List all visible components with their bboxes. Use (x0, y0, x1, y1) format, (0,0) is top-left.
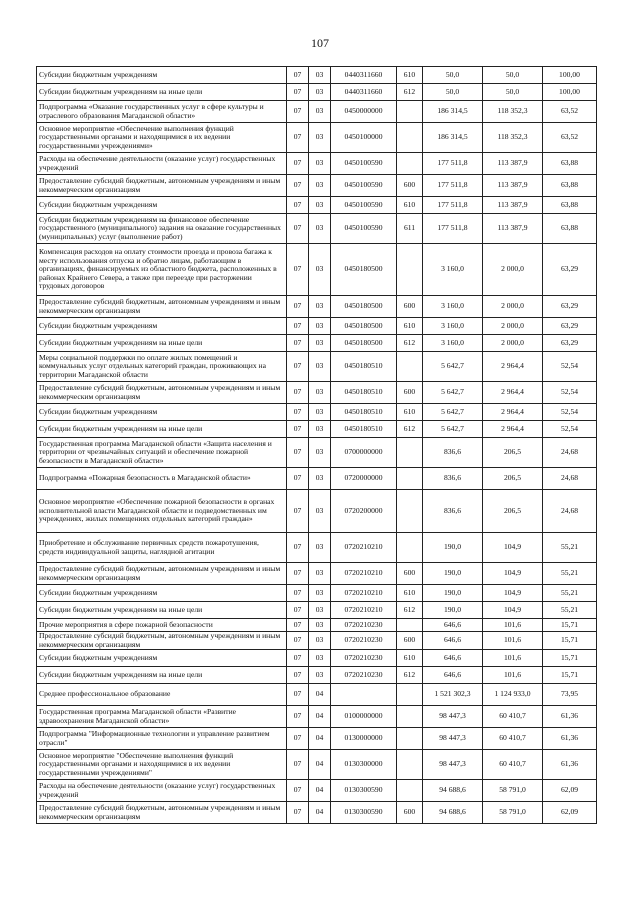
row-expense-type: 612 (397, 421, 423, 438)
table-row (37, 750, 597, 780)
row-section: 07 (287, 619, 309, 632)
row-percent: 55,21 (543, 533, 597, 563)
row-percent: 63,88 (543, 197, 597, 214)
row-percent: 62,09 (543, 802, 597, 824)
row-expense-type: 610 (397, 585, 423, 602)
row-name: Субсидии бюджетным учреждениям на финансовое обеспечение государственного (муниципального) задания на оказание государственных (муниципальных) услуг (выполнение работ) (37, 214, 287, 244)
row-expense-type: 600 (397, 632, 423, 650)
row-target-code: 0720210210 (331, 602, 397, 619)
table-row (37, 585, 597, 602)
row-expense-type: 610 (397, 650, 423, 667)
row-percent: 62,09 (543, 780, 597, 802)
row-subsection: 03 (309, 197, 331, 214)
table-row (37, 421, 597, 438)
row-fact: 118 352,3 (483, 123, 543, 153)
row-section: 07 (287, 750, 309, 780)
row-plan: 177 511,8 (423, 153, 483, 175)
row-target-code: 0720210210 (331, 563, 397, 585)
row-name: Среднее профессиональное образование (37, 684, 287, 706)
table-row (37, 101, 597, 123)
row-name: Субсидии бюджетным учреждениям (37, 197, 287, 214)
table-row (37, 563, 597, 585)
table-row (37, 296, 597, 318)
row-name: Субсидии бюджетным учреждениям (37, 318, 287, 335)
row-target-code: 0450180510 (331, 382, 397, 404)
row-plan: 3 160,0 (423, 318, 483, 335)
row-subsection: 03 (309, 84, 331, 101)
row-expense-type: 600 (397, 802, 423, 824)
row-section: 07 (287, 101, 309, 123)
row-percent: 15,71 (543, 650, 597, 667)
row-target-code: 0720210230 (331, 650, 397, 667)
row-section: 07 (287, 404, 309, 421)
row-subsection: 03 (309, 153, 331, 175)
row-fact: 104,9 (483, 602, 543, 619)
row-percent: 63,88 (543, 153, 597, 175)
table-row (37, 728, 597, 750)
row-fact: 101,6 (483, 632, 543, 650)
row-expense-type (397, 438, 423, 468)
row-percent: 15,71 (543, 632, 597, 650)
row-expense-type: 600 (397, 382, 423, 404)
row-name: Расходы на обеспечение деятельности (оказание услуг) государственных учреждений (37, 780, 287, 802)
row-expense-type (397, 684, 423, 706)
row-percent: 55,21 (543, 602, 597, 619)
row-expense-type (397, 490, 423, 533)
table-row (37, 667, 597, 684)
row-fact: 113 387,9 (483, 175, 543, 197)
row-target-code: 0100000000 (331, 706, 397, 728)
row-target-code: 0130300590 (331, 802, 397, 824)
row-percent: 100,00 (543, 67, 597, 84)
row-subsection: 04 (309, 684, 331, 706)
row-section: 07 (287, 632, 309, 650)
table-row (37, 382, 597, 404)
row-fact: 50,0 (483, 67, 543, 84)
row-plan: 94 688,6 (423, 802, 483, 824)
row-target-code: 0700000000 (331, 438, 397, 468)
row-plan: 3 160,0 (423, 244, 483, 296)
row-percent: 63,88 (543, 175, 597, 197)
row-plan: 98 447,3 (423, 706, 483, 728)
row-fact: 2 964,4 (483, 404, 543, 421)
row-name: Основное мероприятие «Обеспечение выполнения функций государственными органами и находящимися в их ведении государственными учреждениями» (37, 123, 287, 153)
row-section: 07 (287, 802, 309, 824)
row-expense-type (397, 468, 423, 490)
row-name: Субсидии бюджетным учреждениям (37, 404, 287, 421)
row-name: Государственная программа Магаданской области «Защита населения и территории от чрезвычайных ситуаций и обеспечение пожарной безопасности в Магаданской области» (37, 438, 287, 468)
row-target-code: 0450180510 (331, 421, 397, 438)
row-subsection: 03 (309, 352, 331, 382)
row-section: 07 (287, 706, 309, 728)
row-section: 07 (287, 490, 309, 533)
table-row (37, 67, 597, 84)
row-expense-type: 600 (397, 563, 423, 585)
row-fact: 113 387,9 (483, 197, 543, 214)
row-subsection: 03 (309, 296, 331, 318)
row-subsection: 03 (309, 335, 331, 352)
row-plan: 50,0 (423, 67, 483, 84)
table-row (37, 404, 597, 421)
row-name: Компенсация расходов на оплату стоимости проезда и провоза багажа к месту использования отпуска и обратно лицам, работающим в организациях, финансируемых из областного бюджета, расположенных в районах Крайнего Севера, а также при переезде при расторжении трудовых договоров (37, 244, 287, 296)
row-target-code: 0450180500 (331, 244, 397, 296)
row-percent: 52,54 (543, 352, 597, 382)
row-section: 07 (287, 335, 309, 352)
row-percent: 55,21 (543, 585, 597, 602)
row-name: Субсидии бюджетным учреждениям на иные цели (37, 84, 287, 101)
row-plan: 177 511,8 (423, 197, 483, 214)
row-name: Государственная программа Магаданской области «Развитие здравоохранения Магаданской области» (37, 706, 287, 728)
table-row (37, 632, 597, 650)
row-percent: 73,95 (543, 684, 597, 706)
row-target-code: 0130000000 (331, 728, 397, 750)
row-subsection: 03 (309, 175, 331, 197)
row-plan: 98 447,3 (423, 728, 483, 750)
row-section: 07 (287, 67, 309, 84)
row-subsection: 03 (309, 438, 331, 468)
table-row (37, 214, 597, 244)
row-fact: 104,9 (483, 533, 543, 563)
row-section: 07 (287, 533, 309, 563)
row-expense-type: 600 (397, 296, 423, 318)
table-row (37, 650, 597, 667)
row-name: Предоставление субсидий бюджетным, автономным учреждениям и иным некоммерческим организациям (37, 382, 287, 404)
row-section: 07 (287, 352, 309, 382)
table-row (37, 335, 597, 352)
row-target-code: 0720200000 (331, 490, 397, 533)
row-expense-type: 610 (397, 67, 423, 84)
row-expense-type (397, 780, 423, 802)
row-subsection: 03 (309, 123, 331, 153)
row-expense-type: 612 (397, 602, 423, 619)
row-plan: 190,0 (423, 563, 483, 585)
row-percent: 63,29 (543, 335, 597, 352)
table-row (37, 602, 597, 619)
row-name: Подпрограмма "Информационные технологии и управление развитием отрасли" (37, 728, 287, 750)
row-name: Предоставление субсидий бюджетным, автономным учреждениям и иным некоммерческим организациям (37, 175, 287, 197)
table-row (37, 123, 597, 153)
row-plan: 5 642,7 (423, 352, 483, 382)
row-fact: 2 964,4 (483, 352, 543, 382)
row-fact: 2 000,0 (483, 296, 543, 318)
row-percent: 24,68 (543, 490, 597, 533)
row-fact: 50,0 (483, 84, 543, 101)
row-section: 07 (287, 175, 309, 197)
row-name: Предоставление субсидий бюджетным, автономным учреждениям и иным некоммерческим организациям (37, 632, 287, 650)
row-percent: 52,54 (543, 404, 597, 421)
row-expense-type: 611 (397, 214, 423, 244)
row-subsection: 03 (309, 468, 331, 490)
row-section: 07 (287, 650, 309, 667)
row-fact: 2 000,0 (483, 318, 543, 335)
row-expense-type (397, 123, 423, 153)
row-expense-type (397, 352, 423, 382)
row-subsection: 03 (309, 585, 331, 602)
table-row (37, 84, 597, 101)
table-row (37, 352, 597, 382)
row-plan: 3 160,0 (423, 296, 483, 318)
row-plan: 836,6 (423, 468, 483, 490)
row-target-code: 0450180510 (331, 404, 397, 421)
row-subsection: 04 (309, 728, 331, 750)
table-row (37, 153, 597, 175)
row-plan: 190,0 (423, 533, 483, 563)
row-percent: 61,36 (543, 706, 597, 728)
row-name: Предоставление субсидий бюджетным, автономным учреждениям и иным некоммерческим организациям (37, 802, 287, 824)
row-fact: 60 410,7 (483, 706, 543, 728)
row-target-code: 0450100590 (331, 214, 397, 244)
row-fact: 118 352,3 (483, 101, 543, 123)
table-row (37, 780, 597, 802)
table-row (37, 684, 597, 706)
row-section: 07 (287, 684, 309, 706)
row-name: Субсидии бюджетным учреждениям на иные цели (37, 335, 287, 352)
row-target-code: 0450100590 (331, 175, 397, 197)
row-plan: 646,6 (423, 650, 483, 667)
row-expense-type (397, 706, 423, 728)
row-fact: 206,5 (483, 490, 543, 533)
row-section: 07 (287, 382, 309, 404)
row-plan: 94 688,6 (423, 780, 483, 802)
row-plan: 836,6 (423, 490, 483, 533)
row-section: 07 (287, 667, 309, 684)
row-target-code: 0450100000 (331, 123, 397, 153)
budget-table (36, 66, 597, 824)
row-fact: 104,9 (483, 585, 543, 602)
row-fact: 58 791,0 (483, 780, 543, 802)
row-section: 07 (287, 780, 309, 802)
row-subsection: 03 (309, 244, 331, 296)
row-subsection: 03 (309, 490, 331, 533)
row-subsection: 04 (309, 802, 331, 824)
row-fact: 1 124 933,0 (483, 684, 543, 706)
row-fact: 60 410,7 (483, 750, 543, 780)
row-subsection: 03 (309, 382, 331, 404)
row-percent: 61,36 (543, 728, 597, 750)
table-row (37, 244, 597, 296)
row-expense-type (397, 153, 423, 175)
row-fact: 206,5 (483, 468, 543, 490)
row-plan: 186 314,5 (423, 101, 483, 123)
row-percent: 63,29 (543, 244, 597, 296)
row-section: 07 (287, 468, 309, 490)
row-fact: 60 410,7 (483, 728, 543, 750)
row-name: Подпрограмма «Оказание государственных услуг в сфере культуры и отраслевого образования Магаданской области» (37, 101, 287, 123)
row-name: Предоставление субсидий бюджетным, автономным учреждениям и иным некоммерческим организациям (37, 563, 287, 585)
row-subsection: 03 (309, 214, 331, 244)
row-percent: 52,54 (543, 382, 597, 404)
row-subsection: 03 (309, 404, 331, 421)
row-target-code: 0720210210 (331, 585, 397, 602)
row-name: Субсидии бюджетным учреждениям (37, 650, 287, 667)
row-name: Субсидии бюджетным учреждениям на иные цели (37, 421, 287, 438)
page-number: 107 (311, 36, 329, 50)
row-percent: 24,68 (543, 438, 597, 468)
row-fact: 113 387,9 (483, 214, 543, 244)
row-name: Основное мероприятие "Обеспечение выполнения функций государственными органами и находящимися в их ведении государственными учреждениями" (37, 750, 287, 780)
row-percent: 15,71 (543, 667, 597, 684)
row-name: Подпрограмма «Пожарная безопасность в Магаданской области» (37, 468, 287, 490)
row-name: Основное мероприятие «Обеспечение пожарной безопасности в органах исполнительной власти Магаданской области и подведомственных им учреждениях, жилых помещениях отдельных категорий граждан» (37, 490, 287, 533)
row-name: Субсидии бюджетным учреждениям на иные цели (37, 602, 287, 619)
row-subsection: 03 (309, 667, 331, 684)
row-fact: 2 000,0 (483, 244, 543, 296)
row-expense-type: 612 (397, 84, 423, 101)
row-name: Меры социальной поддержки по оплате жилых помещений и коммунальных услуг отдельных категорий граждан, проживающих на территории Магаданской области (37, 352, 287, 382)
row-section: 07 (287, 438, 309, 468)
row-expense-type (397, 619, 423, 632)
row-target-code: 0440311660 (331, 84, 397, 101)
row-expense-type (397, 533, 423, 563)
row-plan: 1 521 302,3 (423, 684, 483, 706)
row-percent: 55,21 (543, 563, 597, 585)
row-name: Субсидии бюджетным учреждениям (37, 585, 287, 602)
row-target-code: 0450000000 (331, 101, 397, 123)
table-row (37, 706, 597, 728)
table-row (37, 175, 597, 197)
row-fact: 101,6 (483, 619, 543, 632)
row-subsection: 04 (309, 750, 331, 780)
row-plan: 5 642,7 (423, 382, 483, 404)
row-target-code: 0450180500 (331, 296, 397, 318)
table-row (37, 619, 597, 632)
row-plan: 177 511,8 (423, 175, 483, 197)
row-section: 07 (287, 585, 309, 602)
row-subsection: 03 (309, 67, 331, 84)
row-section: 07 (287, 296, 309, 318)
row-percent: 63,29 (543, 318, 597, 335)
row-fact: 2 000,0 (483, 335, 543, 352)
row-target-code: 0720000000 (331, 468, 397, 490)
row-percent: 52,54 (543, 421, 597, 438)
row-percent: 63,52 (543, 123, 597, 153)
row-target-code: 0450100590 (331, 197, 397, 214)
row-target-code: 0450180500 (331, 335, 397, 352)
row-plan: 190,0 (423, 602, 483, 619)
table-row (37, 802, 597, 824)
row-plan: 5 642,7 (423, 421, 483, 438)
row-percent: 15,71 (543, 619, 597, 632)
row-subsection: 04 (309, 780, 331, 802)
row-plan: 3 160,0 (423, 335, 483, 352)
row-percent: 63,29 (543, 296, 597, 318)
row-section: 07 (287, 318, 309, 335)
row-target-code: 0450180500 (331, 318, 397, 335)
row-plan: 98 447,3 (423, 750, 483, 780)
row-target-code: 0720210230 (331, 619, 397, 632)
row-percent: 61,36 (543, 750, 597, 780)
row-fact: 101,6 (483, 650, 543, 667)
row-plan: 5 642,7 (423, 404, 483, 421)
row-plan: 177 511,8 (423, 214, 483, 244)
row-section: 07 (287, 728, 309, 750)
row-plan: 190,0 (423, 585, 483, 602)
row-target-code: 0130300590 (331, 780, 397, 802)
row-target-code (331, 684, 397, 706)
row-fact: 58 791,0 (483, 802, 543, 824)
row-section: 07 (287, 123, 309, 153)
row-section: 07 (287, 214, 309, 244)
row-expense-type: 612 (397, 667, 423, 684)
row-target-code: 0720210230 (331, 667, 397, 684)
row-target-code: 0130300000 (331, 750, 397, 780)
row-percent: 63,52 (543, 101, 597, 123)
row-plan: 646,6 (423, 632, 483, 650)
row-percent: 100,00 (543, 84, 597, 101)
row-plan: 646,6 (423, 619, 483, 632)
row-section: 07 (287, 421, 309, 438)
row-name: Прочие мероприятия в сфере пожарной безопасности (37, 619, 287, 632)
row-name: Расходы на обеспечение деятельности (оказание услуг) государственных учреждений (37, 153, 287, 175)
row-percent: 63,88 (543, 214, 597, 244)
table-row (37, 533, 597, 563)
table-row (37, 318, 597, 335)
row-fact: 113 387,9 (483, 153, 543, 175)
row-section: 07 (287, 244, 309, 296)
row-fact: 104,9 (483, 563, 543, 585)
row-subsection: 03 (309, 619, 331, 632)
row-section: 07 (287, 153, 309, 175)
row-plan: 646,6 (423, 667, 483, 684)
row-plan: 186 314,5 (423, 123, 483, 153)
row-percent: 24,68 (543, 468, 597, 490)
row-expense-type: 612 (397, 335, 423, 352)
row-expense-type (397, 101, 423, 123)
row-fact: 2 964,4 (483, 421, 543, 438)
row-section: 07 (287, 197, 309, 214)
row-name: Субсидии бюджетным учреждениям (37, 67, 287, 84)
row-section: 07 (287, 563, 309, 585)
row-name: Субсидии бюджетным учреждениям на иные цели (37, 667, 287, 684)
row-name: Предоставление субсидий бюджетным, автономным учреждениям и иным некоммерческим организациям (37, 296, 287, 318)
table-row (37, 468, 597, 490)
row-expense-type: 610 (397, 318, 423, 335)
row-subsection: 03 (309, 533, 331, 563)
row-subsection: 03 (309, 318, 331, 335)
row-expense-type (397, 728, 423, 750)
row-target-code: 0450180510 (331, 352, 397, 382)
row-subsection: 03 (309, 421, 331, 438)
row-section: 07 (287, 84, 309, 101)
row-fact: 2 964,4 (483, 382, 543, 404)
row-subsection: 03 (309, 101, 331, 123)
row-fact: 206,5 (483, 438, 543, 468)
row-subsection: 03 (309, 563, 331, 585)
table-row (37, 197, 597, 214)
row-expense-type (397, 750, 423, 780)
row-subsection: 03 (309, 650, 331, 667)
table-row (37, 490, 597, 533)
row-expense-type: 610 (397, 404, 423, 421)
row-subsection: 03 (309, 602, 331, 619)
row-plan: 836,6 (423, 438, 483, 468)
row-target-code: 0450100590 (331, 153, 397, 175)
row-expense-type: 610 (397, 197, 423, 214)
row-fact: 101,6 (483, 667, 543, 684)
table-row (37, 438, 597, 468)
row-expense-type (397, 244, 423, 296)
row-section: 07 (287, 602, 309, 619)
row-target-code: 0720210210 (331, 533, 397, 563)
row-subsection: 04 (309, 706, 331, 728)
row-expense-type: 600 (397, 175, 423, 197)
row-target-code: 0440311660 (331, 67, 397, 84)
row-plan: 50,0 (423, 84, 483, 101)
row-target-code: 0720210230 (331, 632, 397, 650)
row-name: Приобретение и обслуживание первичных средств пожаротушения, средств индивидуальной защиты, наглядной агитации (37, 533, 287, 563)
row-subsection: 03 (309, 632, 331, 650)
